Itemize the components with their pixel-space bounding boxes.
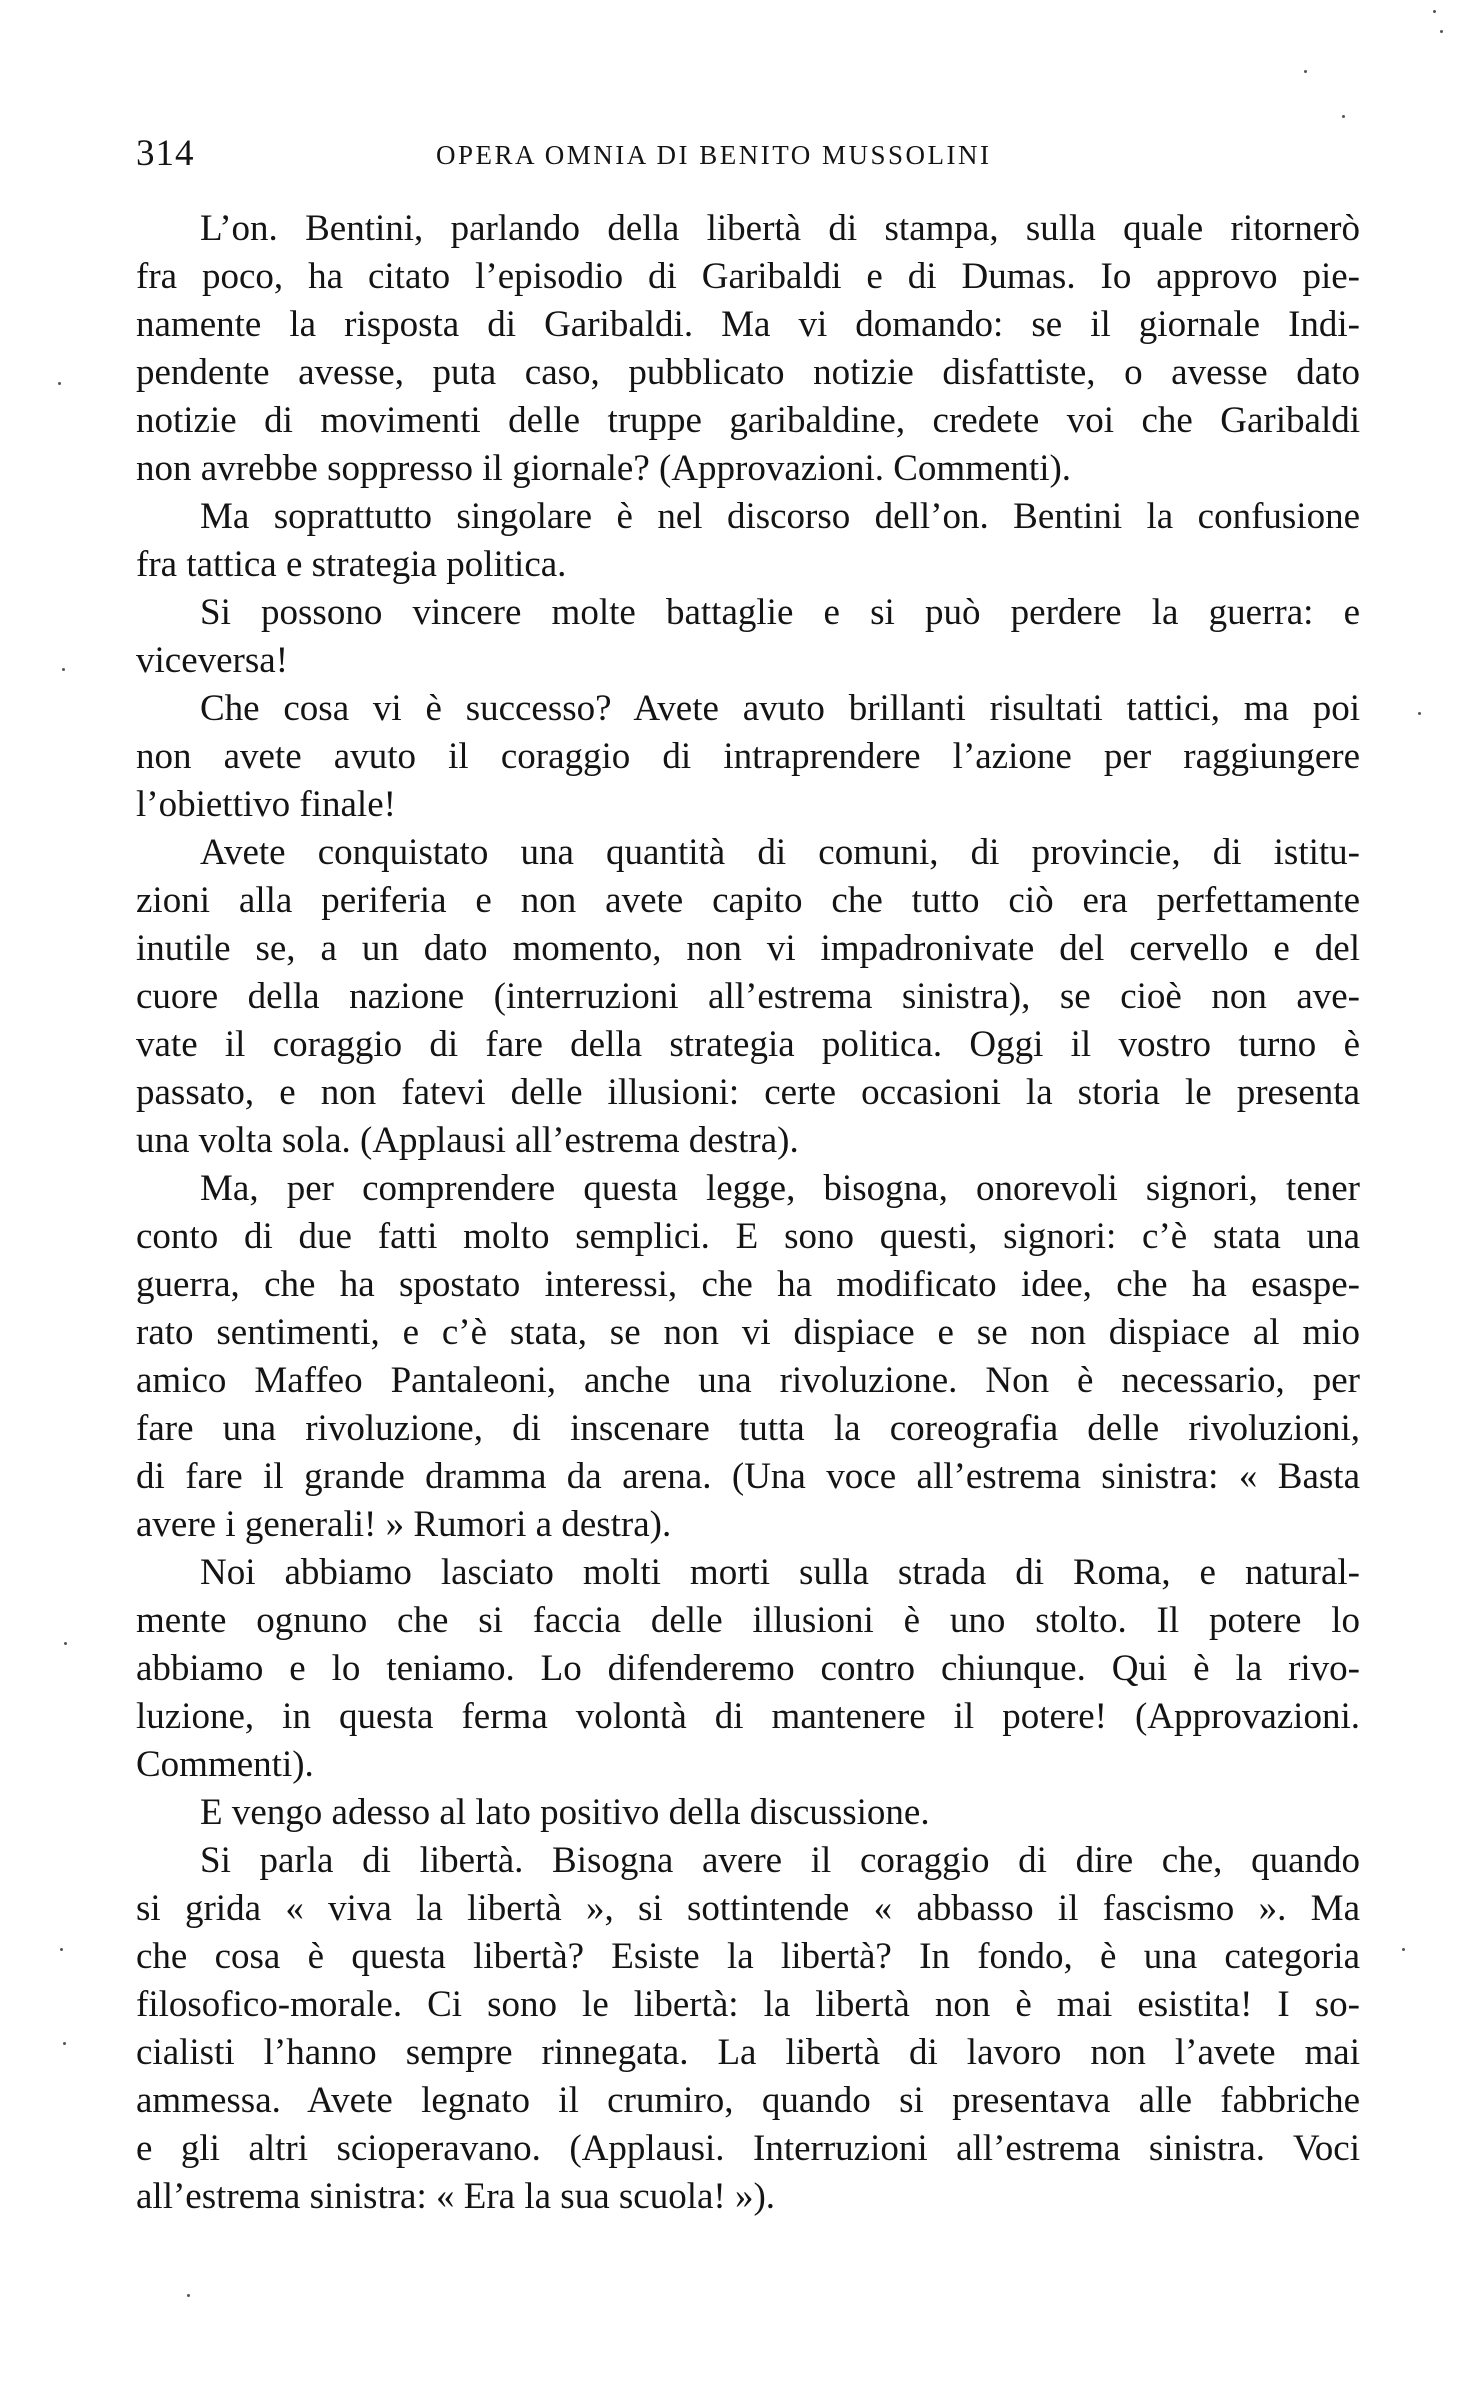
page-number: 314 — [136, 133, 195, 174]
text-line: conto di due fatti molto semplici. E sono questi, signori: c’è stata una — [136, 1216, 1360, 1257]
scan-speck — [1402, 1948, 1405, 1951]
scan-speck — [1440, 30, 1443, 33]
text-line: E vengo adesso al lato positivo della discussione. — [200, 1792, 930, 1833]
text-line: cuore della nazione (interruzioni all’estrema sinistra), se cioè non ave- — [136, 976, 1360, 1017]
running-head: OPERA OMNIA DI BENITO MUSSOLINI — [436, 140, 992, 170]
text-line: Si parla di libertà. Bisogna avere il coraggio di dire che, quando — [200, 1840, 1360, 1881]
text-line: filosofico-morale. Ci sono le libertà: la libertà non è mai esistita! I so- — [136, 1984, 1360, 2025]
text-line: non avrebbe soppresso il giornale? (Approvazioni. Commenti). — [136, 448, 1072, 489]
scan-speck — [1433, 10, 1436, 13]
text-line: si grida « viva la libertà », si sottintende « abbasso il fascismo ». Ma — [136, 1888, 1360, 1929]
scan-speck — [64, 1642, 67, 1645]
text-line: amico Maffeo Pantaleoni, anche una rivoluzione. Non è necessario, per — [136, 1360, 1360, 1401]
text-line: namente la risposta di Garibaldi. Ma vi domando: se il giornale Indi- — [136, 304, 1360, 345]
text-line: luzione, in questa ferma volontà di mantenere il potere! (Approvazioni. — [136, 1696, 1360, 1737]
text-line: Ma, per comprendere questa legge, bisogna, onorevoli signori, tener — [200, 1168, 1360, 1209]
text-line: Avete conquistato una quantità di comuni, di provincie, di istitu- — [200, 832, 1360, 873]
text-line: una volta sola. (Applausi all’estrema destra). — [136, 1120, 799, 1161]
scan-speck — [62, 668, 65, 671]
text-line: non avete avuto il coraggio di intraprendere l’azione per raggiungere — [136, 736, 1360, 777]
text-line: rato sentimenti, e c’è stata, se non vi dispiace e se non dispiace al mio — [136, 1312, 1360, 1353]
text-line: Che cosa vi è successo? Avete avuto brillanti risultati tattici, ma poi — [200, 688, 1360, 729]
text-line: pendente avesse, puta caso, pubblicato notizie disfattiste, o avesse dato — [136, 352, 1360, 393]
scan-speck — [1418, 712, 1421, 715]
text-line: vate il coraggio di fare della strategia politica. Oggi il vostro turno è — [136, 1024, 1360, 1065]
text-line: e gli altri scioperavano. (Applausi. Interruzioni all’estrema sinistra. Voci — [136, 2128, 1360, 2169]
body-text — [136, 205, 1360, 2221]
text-line: L’on. Bentini, parlando della libertà di stampa, sulla quale ritornerò — [200, 208, 1360, 249]
text-line: l’obiettivo finale! — [136, 784, 396, 825]
text-line: fra tattica e strategia politica. — [136, 544, 567, 585]
text-line: che cosa è questa libertà? Esiste la libertà? In fondo, è una categoria — [136, 1936, 1360, 1977]
page-header — [136, 132, 1348, 182]
scan-speck — [58, 382, 61, 385]
text-line: all’estrema sinistra: « Era la sua scuola! »). — [136, 2176, 776, 2217]
text-line: inutile se, a un dato momento, non vi impadronivate del cervello e del — [136, 928, 1360, 969]
text-line: avere i generali! » Rumori a destra). — [136, 1504, 672, 1545]
text-line: Commenti). — [136, 1744, 314, 1785]
scan-speck — [63, 2042, 66, 2045]
text-line: cialisti l’hanno sempre rinnegata. La libertà di lavoro non l’avete mai — [136, 2032, 1360, 2073]
text-line: viceversa! — [136, 640, 289, 681]
text-line: guerra, che ha spostato interessi, che ha modificato idee, che ha esaspe- — [136, 1264, 1360, 1305]
scan-speck — [60, 1948, 63, 1951]
scan-speck — [1304, 70, 1307, 73]
scan-speck — [187, 2294, 190, 2297]
text-line: zioni alla periferia e non avete capito che tutto ciò era perfettamente — [136, 880, 1360, 921]
text-line: fra poco, ha citato l’episodio di Garibaldi e di Dumas. Io approvo pie- — [136, 256, 1360, 297]
text-line: notizie di movimenti delle truppe garibaldine, credete voi che Garibaldi — [136, 400, 1360, 441]
text-line: mente ognuno che si faccia delle illusioni è uno stolto. Il potere lo — [136, 1600, 1360, 1641]
text-line: Noi abbiamo lasciato molti morti sulla strada di Roma, e natural- — [200, 1552, 1360, 1593]
text-line: fare una rivoluzione, di inscenare tutta la coreografia delle rivoluzioni, — [136, 1408, 1360, 1449]
text-line: passato, e non fatevi delle illusioni: certe occasioni la storia le presenta — [136, 1072, 1360, 1113]
text-line: Ma soprattutto singolare è nel discorso dell’on. Bentini la confusione — [200, 496, 1360, 537]
text-line: abbiamo e lo teniamo. Lo difenderemo contro chiunque. Qui è la rivo- — [136, 1648, 1360, 1689]
text-line: di fare il grande dramma da arena. (Una voce all’estrema sinistra: « Basta — [136, 1456, 1360, 1497]
text-line: ammessa. Avete legnato il crumiro, quando si presentava alle fabbriche — [136, 2080, 1360, 2121]
text-line: Si possono vincere molte battaglie e si può perdere la guerra: e — [200, 592, 1360, 633]
scan-speck — [1342, 115, 1345, 118]
